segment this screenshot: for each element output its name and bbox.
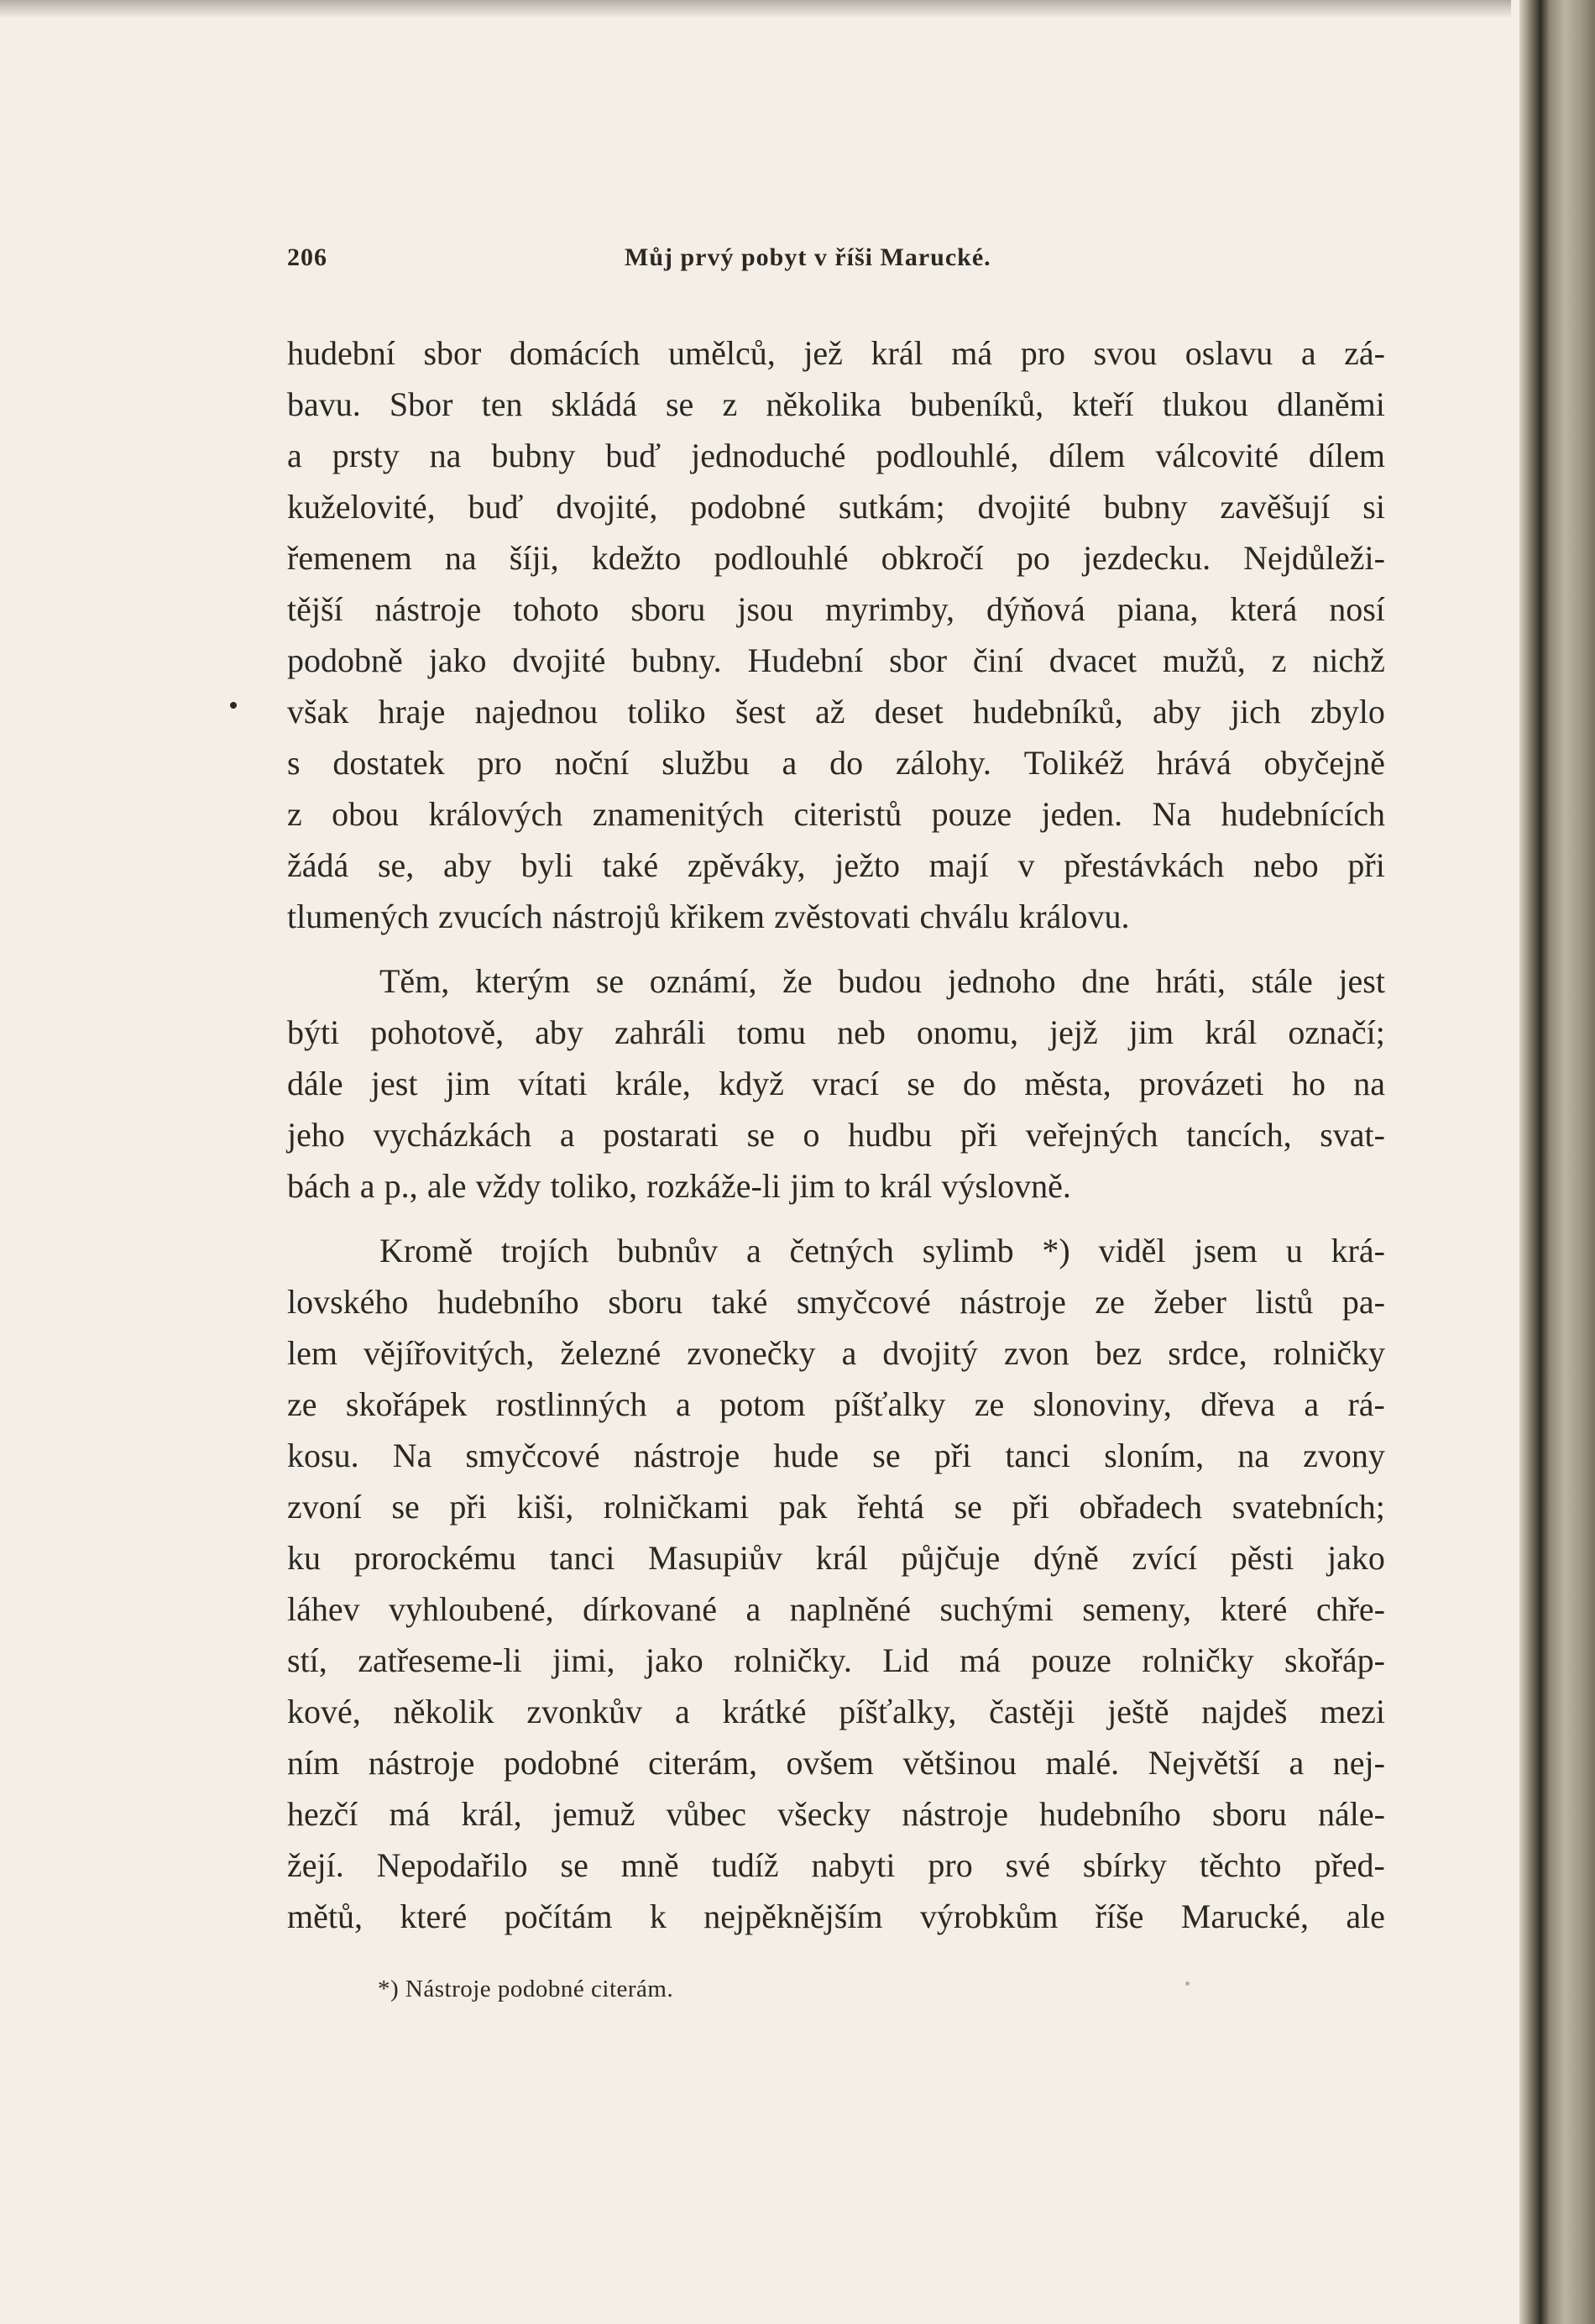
text-line: lovského hudebního sboru také smyčcové nástroje ze žeber listů pa- (287, 1283, 1385, 1321)
text-line: dále jest jim vítati krále, když vrací se do města, provázeti ho na (287, 1065, 1385, 1102)
body-text (287, 327, 1385, 1942)
text-line: jeho vycházkách a postarati se o hudbu při veřejných tancích, svat- (287, 1116, 1385, 1154)
footnote: *) Nástroje podobné citerám. (378, 1976, 674, 2002)
text-line: ku prorockému tanci Masupiův král půjčuje dýně zvící pěsti jako (287, 1539, 1385, 1577)
text-line: lem vějířovitých, železné zvonečky a dvojitý zvon bez srdce, rolničky (287, 1334, 1385, 1372)
text-line: ze skořápek rostlinných a potom píšťalky ze slonoviny, dřeva a rá- (287, 1385, 1385, 1423)
text-line: s dostatek pro noční službu a do zálohy. Tolikéž hrává obyčejně (287, 744, 1385, 782)
text-line: býti pohotově, aby zahráli tomu neb onomu, jejž jim král označí; (287, 1013, 1385, 1051)
text-line: žejí. Nepodařilo se mně tudíž nabyti pro své sbírky těchto před- (287, 1846, 1385, 1884)
text-line: z obou králových znamenitých citeristů pouze jeden. Na hudebnících (287, 795, 1385, 833)
text-line: podobně jako dvojité bubny. Hudební sbor činí dvacet mužů, z nichž (287, 641, 1385, 679)
text-line: mětů, které počítám k nejpěknějším výrobkům říše Marucké, ale (287, 1897, 1385, 1935)
text-line: láhev vyhloubené, dírkované a naplněné suchými semeny, které chře- (287, 1590, 1385, 1628)
margin-mark (229, 701, 238, 709)
text-line: tlumených zvucích nástrojů křikem zvěstovati chválu královu. (287, 898, 1130, 935)
page-number: 206 (287, 243, 327, 271)
text-line: kuželovité, buď dvojité, podobné sutkám; dvojité bubny zavěšují si (287, 488, 1385, 526)
text-line: však hraje najednou toliko šest až deset hudebníků, aby jich zbylo (287, 693, 1385, 730)
running-title: Můj prvý pobyt v říši Marucké. (625, 243, 991, 271)
text-line: tější nástroje tohoto sboru jsou myrimby, dýňová piana, která nosí (287, 590, 1385, 628)
text-line: kové, několik zvonkův a krátké píšťalky, častěji ještě najdeš mezi (287, 1693, 1385, 1730)
text-line: bavu. Sbor ten skládá se z několika bubeníků, kteří tlukou dlaněmi (287, 385, 1385, 423)
paragraph (287, 327, 1385, 942)
text-line: Kromě trojích bubnův a četných sylimb *) viděl jsem u krá- (379, 1232, 1385, 1269)
paper-speck (1185, 1981, 1190, 1986)
page-top-shadow (0, 0, 1511, 18)
text-line: bách a p., ale vždy toliko, rozkáže-li jim to král výslovně. (287, 1167, 1071, 1205)
running-header (287, 243, 1385, 277)
paragraph (287, 1225, 1385, 1942)
text-line: kosu. Na smyčcové nástroje hude se při tanci sloním, na zvony (287, 1437, 1385, 1474)
text-line: hezčí má král, jemuž vůbec všecky nástroje hudebního sboru nále- (287, 1795, 1385, 1833)
text-line: Těm, kterým se oznámí, že budou jednoho dne hráti, stále jest (379, 962, 1385, 1000)
text-line: a prsty na bubny buď jednoduché podlouhlé, dílem válcovité dílem (287, 437, 1385, 474)
text-line: zvoní se při kiši, rolničkami pak řehtá se při obřadech svatebních; (287, 1488, 1385, 1526)
text-line: hudební sbor domácích umělců, jež král má pro svou oslavu a zá- (287, 334, 1385, 372)
paragraph (287, 955, 1385, 1212)
text-line: stí, zatřeseme-li jimi, jako rolničky. Lid má pouze rolničky skořáp- (287, 1641, 1385, 1679)
book-binding-edge (1519, 0, 1595, 2324)
text-line: žádá se, aby byli také zpěváky, ježto mají v přestávkách nebo při (287, 846, 1385, 884)
text-line: řemenem na šíji, kdežto podlouhlé obkročí po jezdecku. Nejdůleži- (287, 539, 1385, 577)
text-line: ním nástroje podobné citerám, ovšem většinou malé. Největší a nej- (287, 1744, 1385, 1782)
